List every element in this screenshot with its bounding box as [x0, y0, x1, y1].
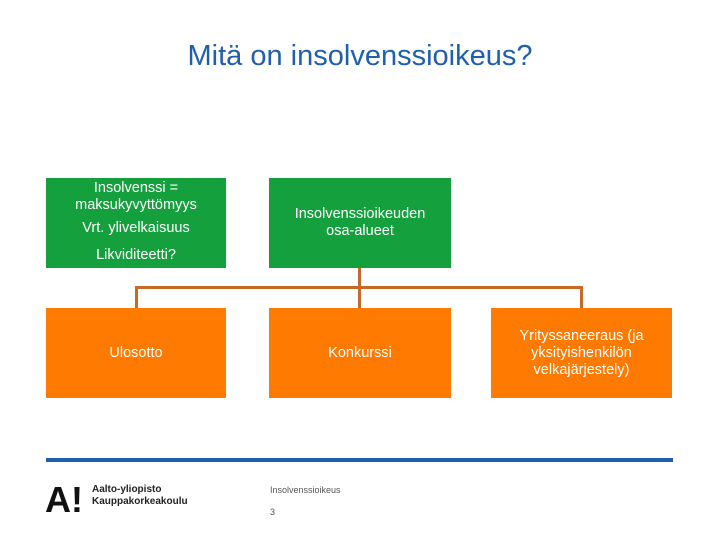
logo-line-1: Aalto-yliopisto — [92, 484, 162, 495]
insolvency-definition-box — [46, 178, 226, 268]
insolvency-law-areas-label: Insolvenssioikeuden osa-alueet — [294, 206, 426, 239]
page-number: 3 — [270, 507, 276, 517]
bankruptcy-box — [269, 308, 451, 398]
connector-middle — [358, 286, 361, 308]
insolvency-line-4: Likviditeetti? — [96, 247, 176, 263]
logo-line-2: Kauppakorkeakoulu — [92, 496, 188, 507]
insolvency-line-2: maksukyvyttömyys — [75, 197, 197, 213]
footer-course: Insolvenssioikeus — [270, 485, 341, 495]
bankruptcy-label: Konkurssi — [328, 344, 392, 361]
footer-divider — [46, 458, 673, 462]
restructuring-label: Yrityssaneeraus (ja yksityishenkilön velkajärjestely) — [519, 327, 644, 378]
enforcement-label: Ulosotto — [109, 344, 163, 361]
connector-left — [135, 286, 138, 308]
insolvency-law-areas-box — [269, 178, 451, 268]
logo-text — [92, 484, 188, 508]
page-title: Mitä on insolvenssioikeus? — [187, 40, 533, 72]
logo-mark: A! — [45, 479, 83, 518]
insolvency-line-1: Insolvenssi = — [93, 180, 179, 196]
enforcement-box — [46, 308, 226, 398]
connector-trunk — [358, 268, 361, 287]
insolvency-line-3: Vrt. ylivelkaisuus — [82, 220, 190, 236]
connector-right — [580, 286, 583, 308]
restructuring-box — [491, 308, 672, 398]
